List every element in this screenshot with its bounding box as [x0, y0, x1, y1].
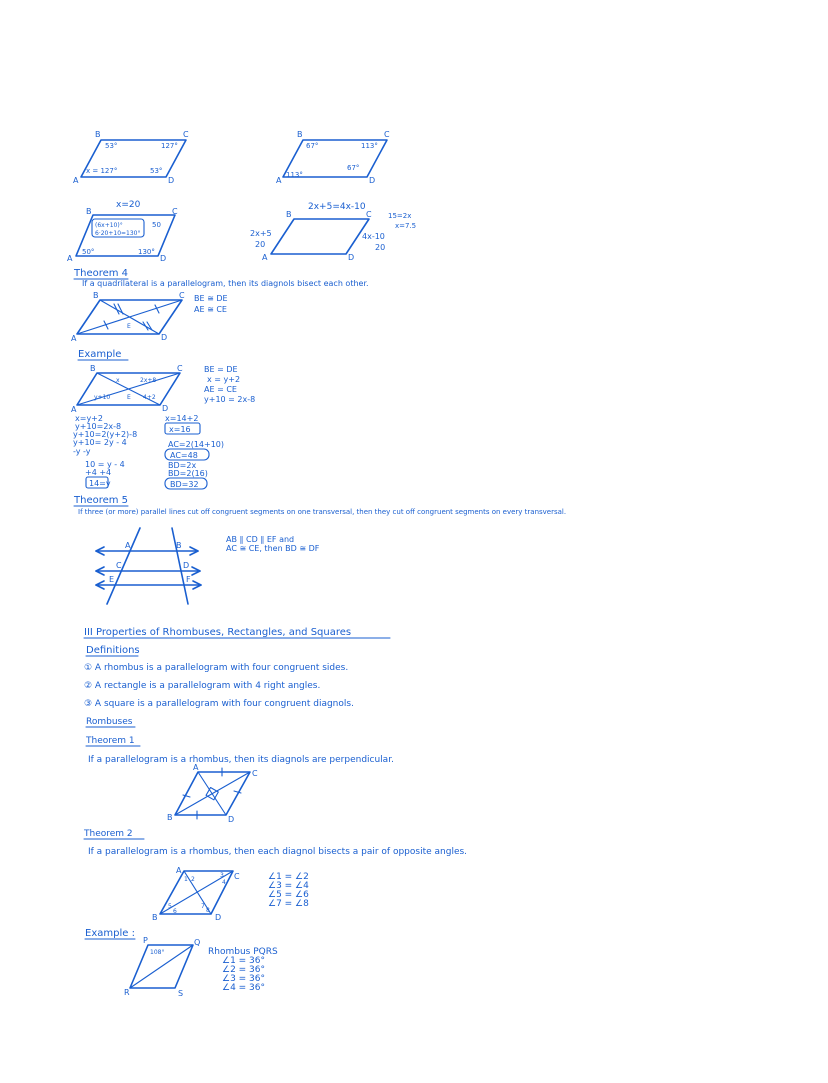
side-value: 20 [375, 243, 386, 252]
theorem-text: If a parallelogram is a rhombus, then its diagnols are perpendicular. [88, 755, 394, 765]
given-line: AE = CE [204, 385, 237, 394]
parallelogram-figure-4 [250, 202, 416, 262]
point-label: C [116, 561, 122, 570]
vertex-label: D [348, 253, 355, 262]
definition-1: ① A rhombus is a parallelogram with four congruent sides. [84, 663, 349, 673]
theorem-statement: AB ∥ CD ∥ EF and [226, 535, 295, 544]
working-line: y+10= 2y - 4 [73, 438, 127, 447]
point-label: B [176, 541, 182, 550]
vertex-label: A [176, 866, 182, 875]
segment-label: 2x+8 [140, 377, 157, 384]
answer-ac: AC=48 [170, 451, 198, 460]
transversal [107, 528, 140, 604]
vertex-label: B [86, 207, 92, 216]
example-line: ∠1 = 36° [222, 956, 266, 966]
given-line: x = y+2 [207, 375, 241, 384]
example-line: ∠3 = 36° [222, 974, 266, 984]
angle-label: 108° [150, 949, 165, 956]
working-line: 10 = y - 4 [85, 460, 125, 469]
side-value: 20 [255, 240, 266, 249]
angle-label: 67° [306, 142, 319, 150]
angle-number: 1 [184, 876, 188, 883]
vertex-label: D [168, 176, 175, 185]
vertex-label: C [179, 291, 185, 300]
working-line: 15=2x [388, 212, 412, 220]
point-label: F [186, 575, 191, 584]
theorem-text: If three (or more) parallel lines cut off congruent segments on one transversal, then they cut off congruent segments on every transversal. [78, 508, 567, 516]
example-line: Rhombus PQRS [208, 947, 278, 957]
working-line: BD=2(16) [168, 469, 208, 478]
vertex-label: A [67, 254, 73, 263]
working-line: y+10=2x-8 [75, 422, 122, 431]
working-line: x=y+2 [75, 414, 103, 423]
vertex-label: A [276, 176, 282, 185]
definition-2: ② A rectangle is a parallelogram with 4 right angles. [84, 681, 321, 691]
vertex-label: A [71, 405, 77, 414]
working-line: x=14+2 [165, 414, 199, 423]
vertex-label: D [160, 254, 167, 263]
equation: 2x+5=4x-10 [308, 202, 366, 212]
theorem-statement: AC ≅ CE, then BD ≅ DF [226, 544, 320, 553]
given-line: y+10 = 2x-8 [204, 395, 256, 404]
vertex-label: D [162, 404, 169, 413]
vertex-label: D [161, 333, 168, 342]
congruence-statement: BE ≅ DE [194, 294, 228, 303]
theorem-title: Theorem 4 [74, 268, 129, 279]
vertex-label: D [369, 176, 376, 185]
working-line: AC=2(14+10) [168, 440, 225, 449]
subheading: Rombuses [86, 717, 133, 727]
angle-label: 53° [150, 167, 163, 175]
theorem-text: If a parallelogram is a rhombus, then each diagnol bisects a pair of opposite angles. [88, 847, 468, 857]
side-expression: 4x-10 [362, 232, 385, 241]
answer-bd: BD=32 [170, 480, 199, 489]
vertex-label: B [90, 364, 96, 373]
parallelogram-figure-1 [73, 130, 189, 185]
angle-label: 53° [105, 142, 118, 150]
theorem-title: Theorem 5 [74, 495, 129, 506]
working-line: -y -y [73, 447, 91, 456]
angle-label: 67° [347, 164, 360, 172]
theorem-4 [71, 268, 369, 343]
example-title: Example : [85, 928, 135, 939]
angle-number: 3 [220, 872, 224, 879]
vertex-label: B [93, 291, 99, 300]
side-expression: 2x+5 [250, 229, 272, 238]
vertex-label: E [127, 323, 131, 330]
vertex-label: C [252, 769, 258, 778]
angle-label: 130° [138, 248, 155, 256]
vertex-label: A [262, 253, 268, 262]
point-label: E [109, 575, 115, 584]
angle-number: 5 [168, 903, 172, 910]
vertex-label: C [183, 130, 189, 139]
angle-label: x = 127° [86, 167, 118, 175]
working-line: +4 +4 [85, 468, 112, 477]
vertex-label: C [234, 872, 240, 881]
vertex-label: R [124, 988, 130, 997]
section-heading: III Properties of Rhombuses, Rectangles, and Squares [84, 627, 352, 638]
theorem-5 [73, 495, 566, 604]
given-line: BE = DE [204, 365, 238, 374]
point-label: A [125, 541, 131, 550]
segment-label: x [116, 377, 120, 384]
theorem-title: Theorem 2 [84, 829, 133, 839]
segment-label: y+10 [94, 394, 111, 401]
angle-number: 4 [222, 879, 226, 886]
angle-expression: (6x+10)° [95, 222, 123, 229]
parallelogram-figure-2 [276, 130, 390, 185]
angle-equality: ∠7 = ∠8 [268, 899, 309, 909]
angle-label: 113° [361, 142, 378, 150]
vertex-label: S [178, 989, 184, 998]
parallelogram-shape [271, 219, 369, 254]
section-3 [83, 627, 467, 857]
vertex-label: B [167, 813, 173, 822]
angle-expression: 6·20+10=130° [95, 230, 141, 237]
angle-label: 127° [161, 142, 178, 150]
vertex-label: C [172, 207, 178, 216]
angle-equality: ∠5 = ∠6 [268, 890, 309, 900]
vertex-label: C [177, 364, 183, 373]
rhombus-figure-2 [152, 866, 309, 922]
angle-number: 2 [191, 876, 195, 883]
angle-label: 50 [152, 221, 161, 229]
example-title: Example [78, 349, 122, 360]
segment-label: 4+2 [143, 394, 156, 401]
working-line: y+10=2(y+2)-8 [73, 430, 138, 439]
theorem-text: If a quadrilateral is a parallelogram, then its diagnols bisect each other. [82, 279, 369, 288]
vertex-label: B [152, 913, 158, 922]
angle-number: 6 [173, 908, 177, 915]
answer-x: x=16 [169, 425, 191, 434]
example-theorem-4 [71, 349, 255, 489]
point-label: D [183, 561, 190, 570]
vertex-label: P [143, 936, 148, 945]
definition-3: ③ A square is a parallelogram with four congruent diagnols. [84, 699, 354, 709]
vertex-label: Q [194, 938, 201, 947]
angle-number: 7 [201, 903, 205, 910]
theorem-title: Theorem 1 [86, 736, 135, 746]
vertex-label: A [73, 176, 79, 185]
example-line: ∠4 = 36° [222, 983, 266, 993]
vertex-label: C [384, 130, 390, 139]
vertex-label: E [127, 394, 131, 401]
congruence-statement: AE ≅ CE [194, 305, 227, 314]
vertex-label: D [215, 913, 222, 922]
angle-label: 50° [82, 248, 95, 256]
example-line: ∠2 = 36° [222, 965, 266, 975]
vertex-label: B [286, 210, 292, 219]
equation: x=20 [116, 200, 141, 210]
rhombus-figure-1 [167, 763, 258, 824]
angle-number: 8 [206, 907, 210, 914]
working-line: BD=2x [168, 461, 197, 470]
vertex-label: B [297, 130, 303, 139]
answer-y: 14=y [89, 479, 111, 488]
vertex-label: C [366, 210, 372, 219]
angle-label: 113° [286, 171, 303, 179]
parallelogram-figure-3 [67, 200, 178, 263]
vertex-label: D [228, 815, 235, 824]
vertex-label: A [193, 763, 199, 772]
subheading: Definitions [86, 645, 140, 656]
angle-equality: ∠1 = ∠2 [268, 872, 309, 882]
example-rhombus [85, 928, 278, 998]
angle-equality: ∠3 = ∠4 [268, 881, 309, 891]
vertex-label: B [95, 130, 101, 139]
working-line: x=7.5 [395, 222, 417, 230]
vertex-label: A [71, 334, 77, 343]
